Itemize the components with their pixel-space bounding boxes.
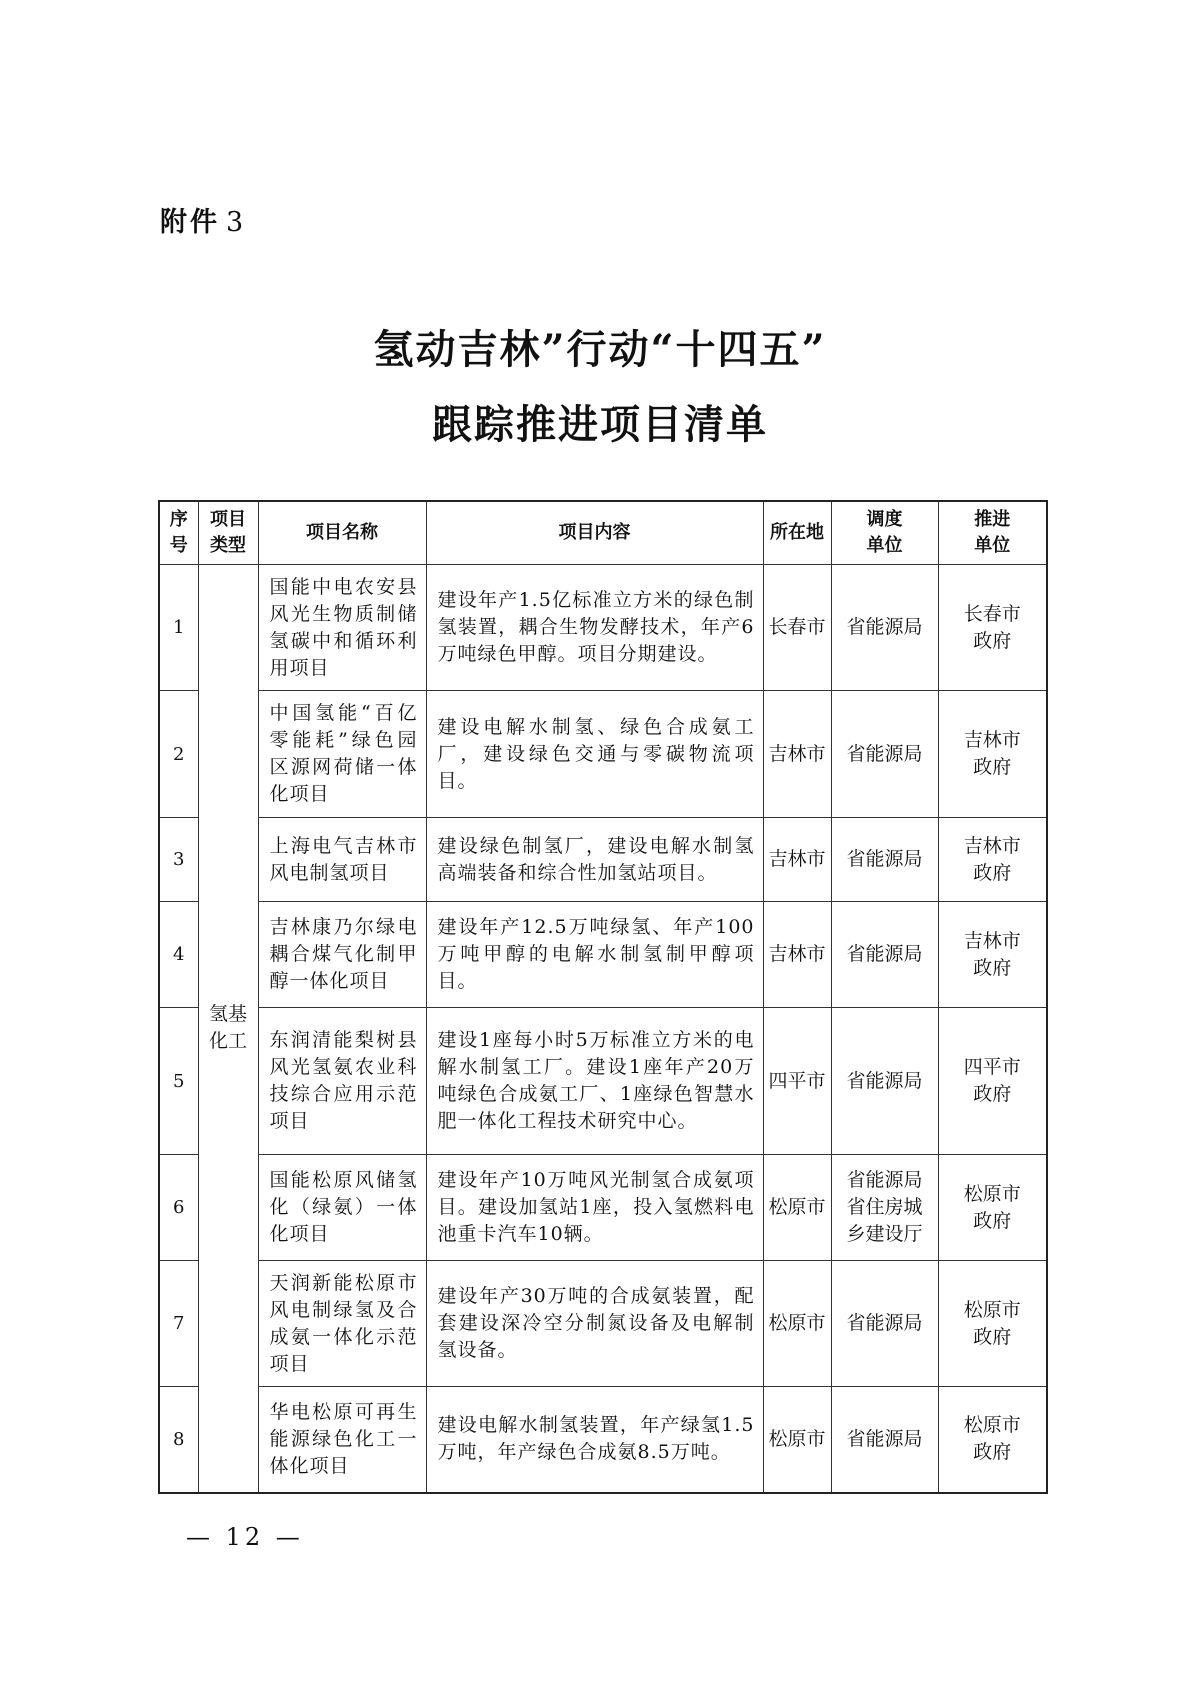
attachment-number: 3: [226, 207, 247, 238]
cell-seq: 8: [159, 1387, 198, 1493]
cell-dispatch-unit: 省能源局: [831, 1008, 938, 1155]
document-title-line-1: 氢动吉林”行动“十四五”: [373, 326, 827, 373]
cell-dispatch-unit: 省能源局: [831, 1261, 938, 1387]
cell-seq: 5: [159, 1008, 198, 1155]
cell-dispatch-unit: 省能源局: [831, 691, 938, 818]
cell-project-name: 中国氢能“百亿零能耗”绿色园区源网荷储一体化项目: [258, 691, 426, 818]
cell-location: 长春市: [763, 565, 831, 691]
table-row: [159, 902, 1047, 1008]
cell-dispatch-unit: 省能源局: [831, 565, 938, 691]
cell-seq: 6: [159, 1155, 198, 1261]
cell-location: 松原市: [763, 1155, 831, 1261]
table-row: [159, 691, 1047, 818]
table-row: [159, 1387, 1047, 1493]
cell-project-content: 建设年产12.5万吨绿氢、年产100万吨甲醇的电解水制氢制甲醇项目。: [426, 902, 763, 1008]
header-name: 项目名称: [258, 501, 426, 565]
attachment-label-text: 附件: [160, 207, 220, 238]
cell-project-content: 建设年产10万吨风光制氢合成氨项目。建设加氢站1座，投入氢燃料电池重卡汽车10辆。: [426, 1155, 763, 1261]
header-dispatch: 调度 单位: [831, 501, 938, 565]
cell-location: 松原市: [763, 1261, 831, 1387]
table-header-row: [159, 501, 1047, 565]
cell-location: 四平市: [763, 1008, 831, 1155]
cell-dispatch-unit: 省能源局 省住房城 乡建设厅: [831, 1155, 938, 1261]
cell-location: 吉林市: [763, 818, 831, 902]
cell-project-content: 建设1座每小时5万标准立方米的电解水制氢工厂。建设1座年产20万吨绿色合成氨工厂、1座绿色智慧水肥一体化工程技术研究中心。: [426, 1008, 763, 1155]
cell-project-name: 天润新能松原市风电制绿氢及合成氨一体化示范项目: [258, 1261, 426, 1387]
cell-project-name: 上海电气吉林市风电制氢项目: [258, 818, 426, 902]
cell-promote-unit: 四平市 政府: [938, 1008, 1047, 1155]
cell-promote-unit: 吉林市 政府: [938, 818, 1047, 902]
cell-dispatch-unit: 省能源局: [831, 1387, 938, 1493]
cell-dispatch-unit: 省能源局: [831, 902, 938, 1008]
header-seq: 序 号: [159, 501, 198, 565]
cell-promote-unit: 吉林市 政府: [938, 691, 1047, 818]
header-location: 所在地: [763, 501, 831, 565]
cell-promote-unit: 长春市 政府: [938, 565, 1047, 691]
cell-seq: 4: [159, 902, 198, 1008]
page-number: — 12 —: [186, 1523, 304, 1551]
table-row: [159, 1155, 1047, 1261]
cell-promote-unit: 松原市 政府: [938, 1387, 1047, 1493]
cell-dispatch-unit: 省能源局: [831, 818, 938, 902]
header-content: 项目内容: [426, 501, 763, 565]
cell-project-type: 氢基 化工: [198, 565, 258, 1493]
cell-project-content: 建设年产1.5亿标准立方米的绿色制氢装置，耦合生物发酵技术，年产6万吨绿色甲醇。项目分期建设。: [426, 565, 763, 691]
cell-location: 吉林市: [763, 691, 831, 818]
cell-project-content: 建设电解水制氢、绿色合成氨工厂，建设绿色交通与零碳物流项目。: [426, 691, 763, 818]
cell-promote-unit: 松原市 政府: [938, 1155, 1047, 1261]
header-type: 项目 类型: [198, 501, 258, 565]
cell-promote-unit: 吉林市 政府: [938, 902, 1047, 1008]
cell-seq: 7: [159, 1261, 198, 1387]
cell-project-name: 东润清能梨树县风光氢氨农业科技综合应用示范项目: [258, 1008, 426, 1155]
cell-project-name: 吉林康乃尔绿电耦合煤气化制甲醇一体化项目: [258, 902, 426, 1008]
cell-project-content: 建设电解水制氢装置，年产绿氢1.5万吨，年产绿色合成氨8.5万吨。: [426, 1387, 763, 1493]
table-row: [159, 818, 1047, 902]
cell-seq: 2: [159, 691, 198, 818]
attachment-label: [160, 200, 246, 239]
cell-location: 吉林市: [763, 902, 831, 1008]
cell-seq: 1: [159, 565, 198, 691]
table-row: [159, 565, 1047, 691]
cell-project-content: 建设绿色制氢厂，建设电解水制氢高端装备和综合性加氢站项目。: [426, 818, 763, 902]
cell-location: 松原市: [763, 1387, 831, 1493]
cell-project-name: 国能中电农安县风光生物质制储氢碳中和循环利用项目: [258, 565, 426, 691]
header-promote: 推进 单位: [938, 501, 1047, 565]
cell-project-content: 建设年产30万吨的合成氨装置，配套建设深冷空分制氮设备及电解制氢设备。: [426, 1261, 763, 1387]
cell-project-name: 华电松原可再生能源绿色化工一体化项目: [258, 1387, 426, 1493]
project-table: [158, 500, 1048, 1494]
cell-seq: 3: [159, 818, 198, 902]
table-row: [159, 1008, 1047, 1155]
table-row: [159, 1261, 1047, 1387]
document-title-line-2: 跟踪推进项目清单: [432, 401, 768, 448]
cell-promote-unit: 松原市 政府: [938, 1261, 1047, 1387]
cell-project-name: 国能松原风储氢化（绿氨）一体化项目: [258, 1155, 426, 1261]
